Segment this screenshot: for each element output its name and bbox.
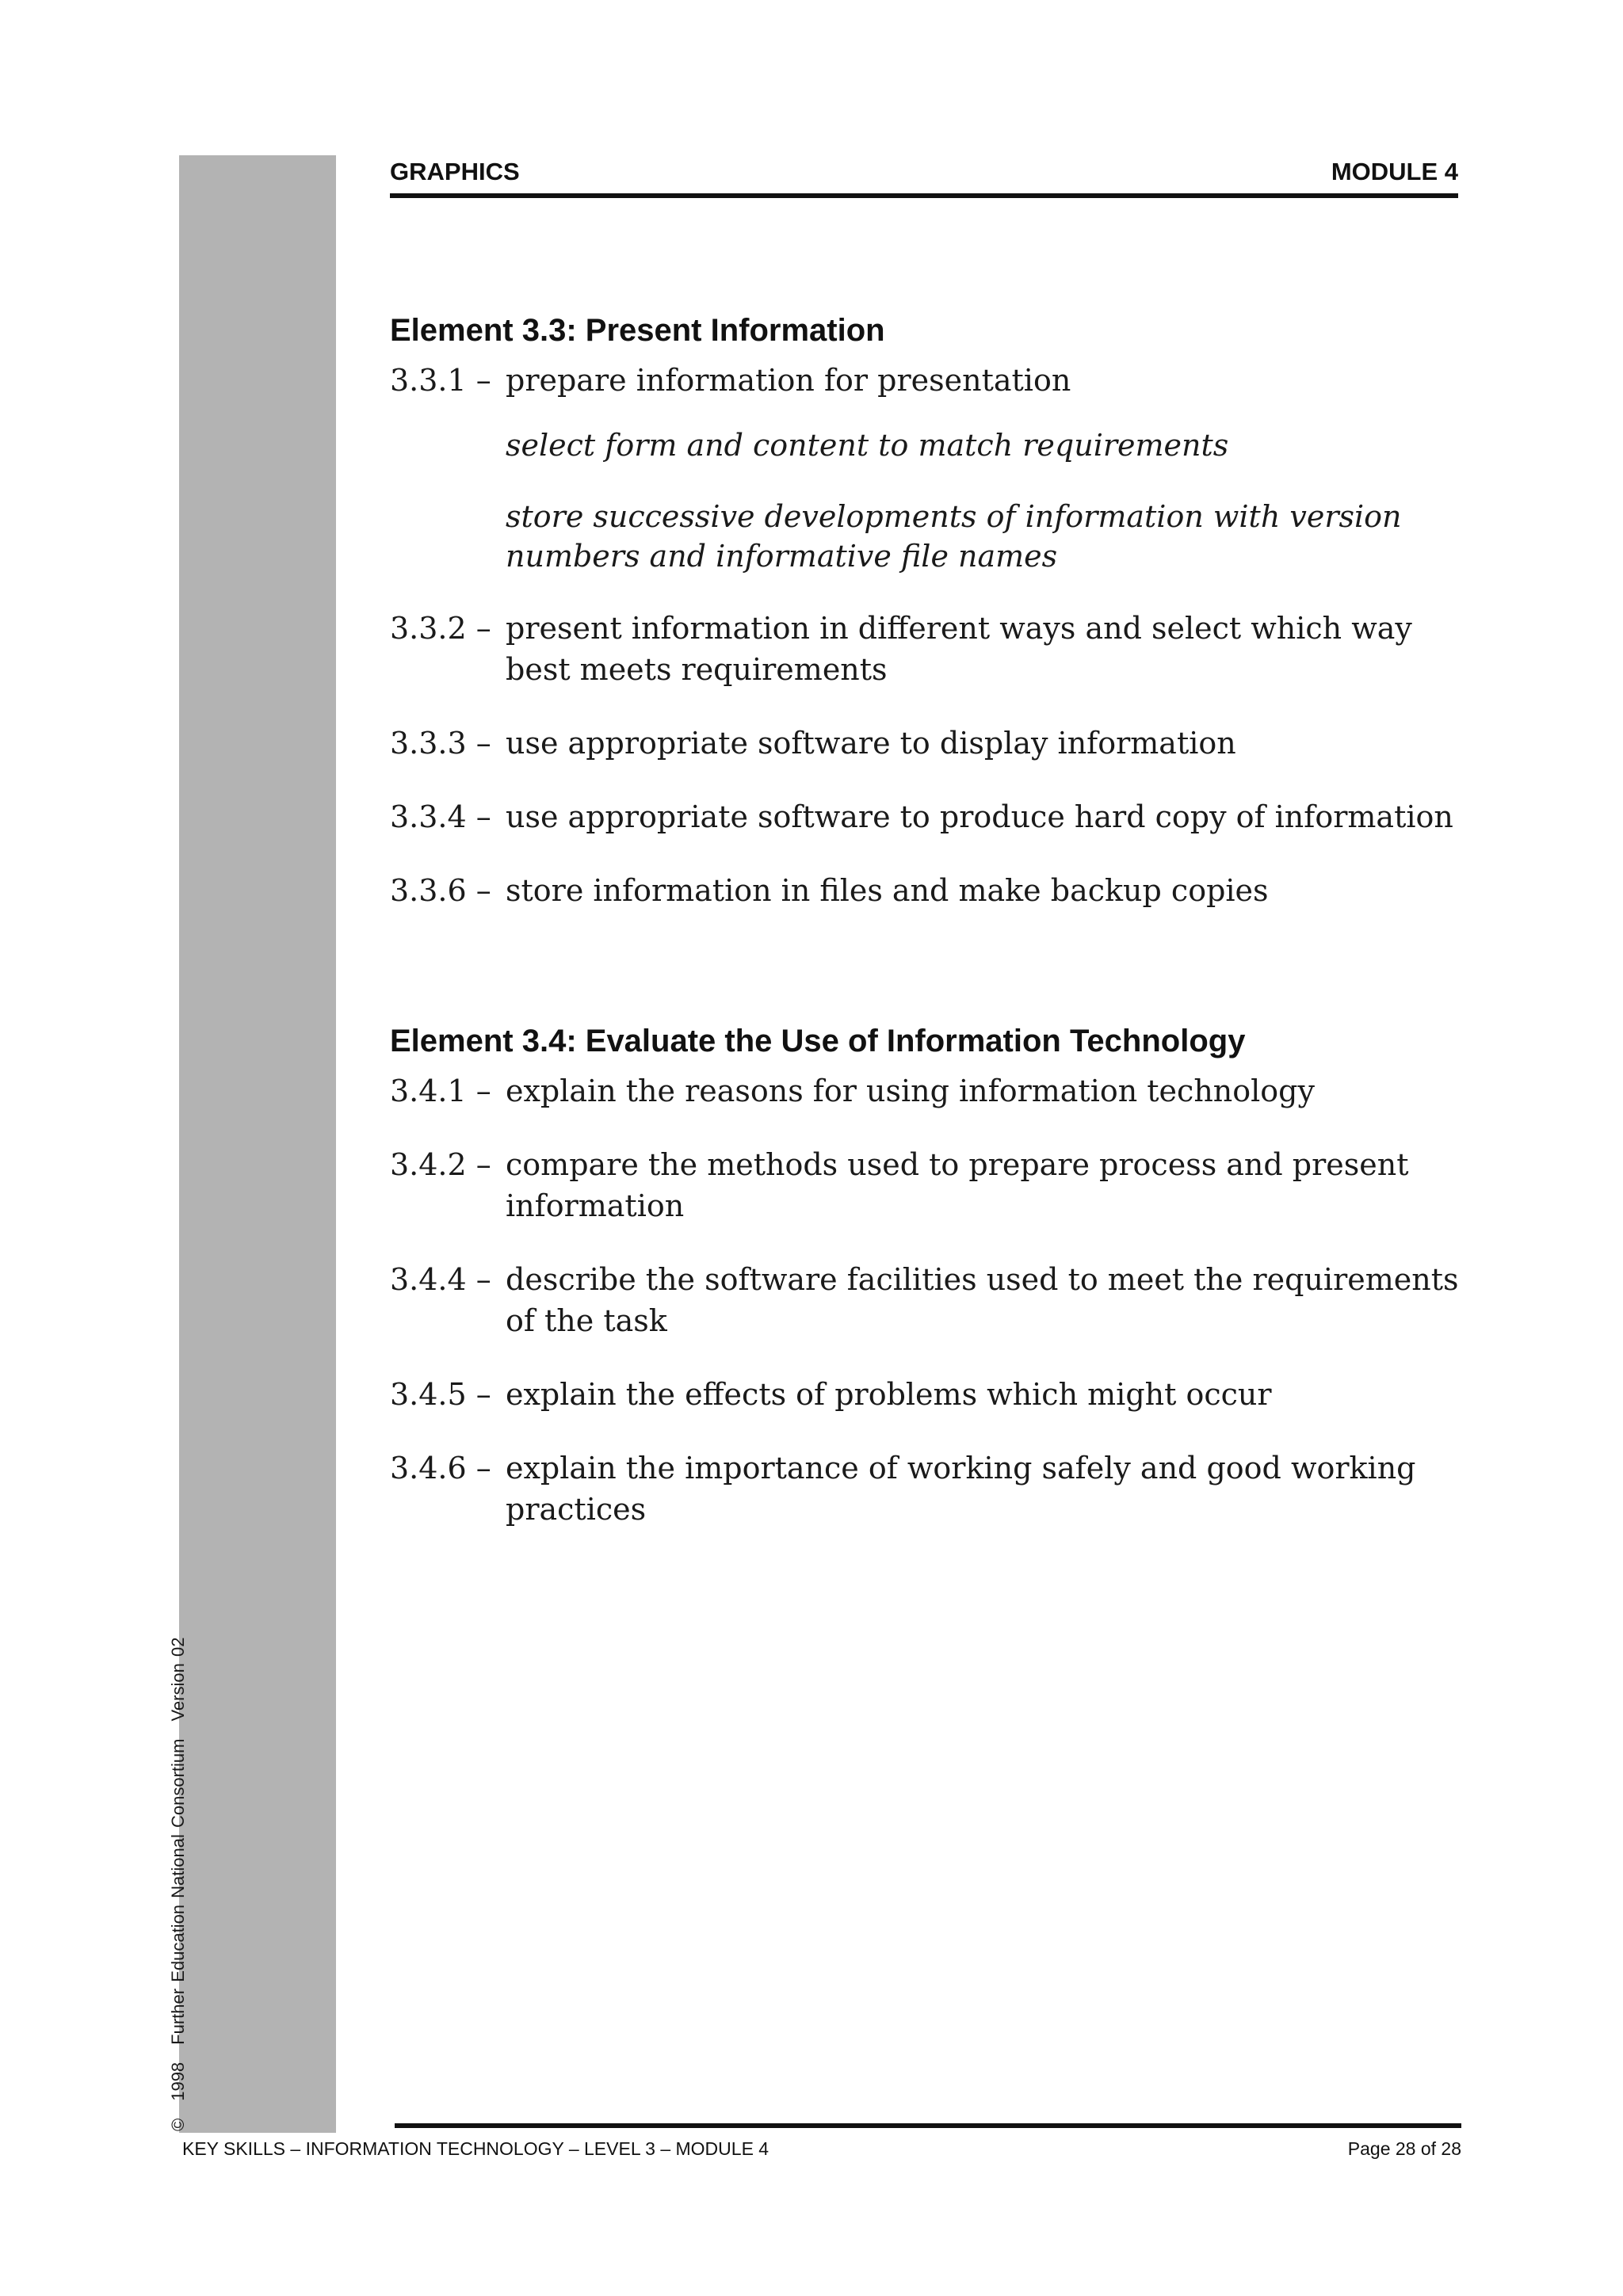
page-number: Page 28 of 28 [1347, 2138, 1461, 2159]
item-text: explain the reasons for using information technology [506, 1074, 1315, 1108]
item-text: use appropriate software to display information [506, 726, 1236, 761]
item-text: present information in different ways and select which way best meets requirements [506, 611, 1412, 687]
header-divider [390, 193, 1458, 198]
list-item [390, 1144, 1468, 1226]
item-text: explain the effects of problems which might occur [506, 1377, 1272, 1412]
item-number: 3.4.1 – [390, 1074, 491, 1108]
list-item [390, 608, 1468, 690]
item-number: 3.3.1 – [390, 363, 491, 398]
item-text: explain the importance of working safely and good working practices [506, 1451, 1416, 1527]
list-item [390, 360, 1468, 401]
copyright-year: 1998 [168, 2061, 188, 2101]
item-number: 3.3.4 – [390, 799, 491, 834]
item-text: compare the methods used to prepare process and present information [506, 1147, 1409, 1223]
item-number: 3.4.4 – [390, 1262, 491, 1297]
header-module: MODULE 4 [1331, 158, 1458, 185]
item-number: 3.4.2 – [390, 1147, 491, 1182]
section-heading: Element 3.4: Evaluate the Use of Information Technology [390, 1024, 1246, 1058]
section-spacer [390, 944, 1468, 1021]
sub-item: store successive developments of information with version numbers and informative file names [506, 499, 1402, 574]
margin-bar [179, 155, 336, 2133]
footer-divider [395, 2123, 1461, 2128]
list-item [390, 796, 1468, 837]
item-text: describe the software facilities used to meet the requirements of the task [506, 1262, 1459, 1338]
list-item [390, 1374, 1468, 1415]
item-text: use appropriate software to produce hard copy of information [506, 799, 1453, 834]
item-number: 3.3.6 – [390, 873, 491, 908]
list-item [390, 723, 1468, 764]
version-label: Version 02 [168, 1637, 188, 1722]
list-item [390, 870, 1468, 911]
item-text: store information in files and make backup copies [506, 873, 1269, 908]
item-text: prepare information for presentation [506, 363, 1071, 398]
item-number: 3.4.5 – [390, 1377, 491, 1412]
copyright-organisation: Further Education National Consortium [168, 1738, 188, 2045]
section-heading: Element 3.3: Present Information [390, 313, 885, 348]
page-body [390, 311, 1468, 1562]
list-item [390, 1070, 1468, 1112]
footer-course-title: KEY SKILLS – INFORMATION TECHNOLOGY – LEVEL 3 – MODULE 4 [182, 2138, 769, 2159]
sub-item: select form and content to match requirements [506, 428, 1229, 463]
item-number: 3.3.3 – [390, 726, 491, 761]
item-number: 3.4.6 – [390, 1451, 491, 1486]
list-item [390, 1447, 1468, 1530]
copyright-symbol: © [168, 2118, 188, 2131]
item-number: 3.3.2 – [390, 611, 491, 646]
list-item [390, 1259, 1468, 1341]
header-title: GRAPHICS [390, 158, 520, 185]
copyright-notice [168, 1620, 189, 2131]
